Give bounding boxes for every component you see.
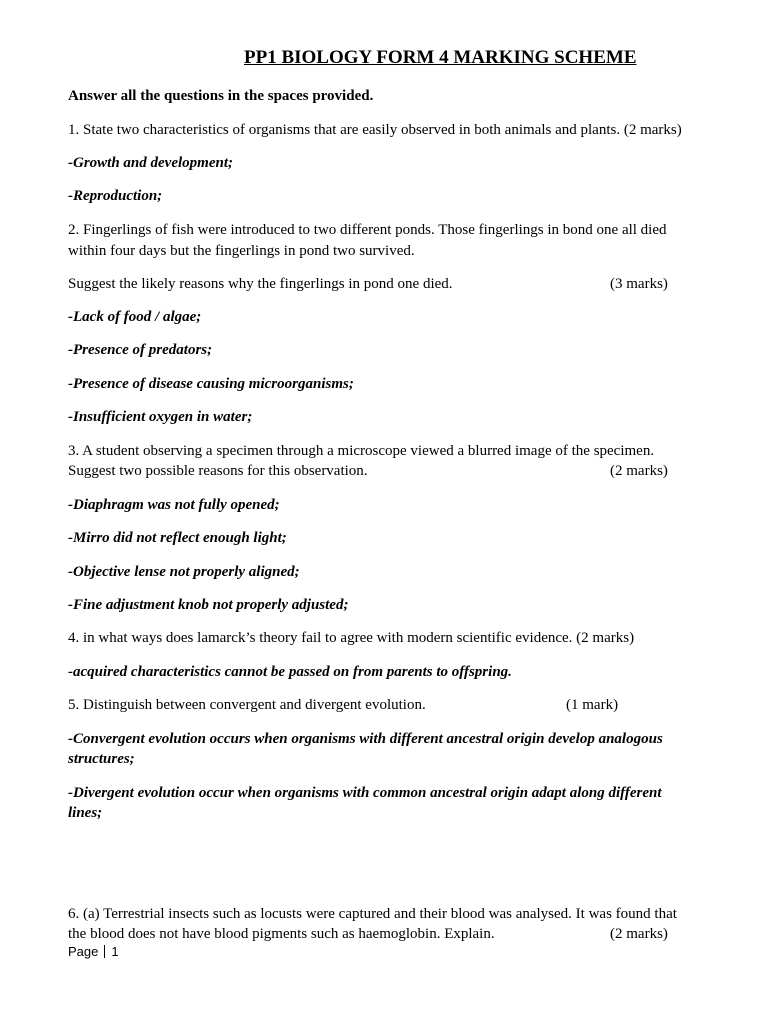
answer-3d: -Fine adjustment knob not properly adjusted; xyxy=(68,597,349,613)
answer-5a: -Convergent evolution occurs when organisms with different ancestral origin develop analogous structures; xyxy=(68,731,663,767)
answer-4: -acquired characteristics cannot be passed on from parents to offspring. xyxy=(68,664,512,680)
question-3-marks: (2 marks) xyxy=(610,463,668,479)
question-4-text: 4. in what ways does lamarck’s theory fail to agree with modern scientific evidence. (2 marks) xyxy=(68,630,635,646)
page-title: PP1 BIOLOGY FORM 4 MARKING SCHEME xyxy=(244,47,637,68)
answer-2a: -Lack of food / algae; xyxy=(68,309,202,325)
question-6-line-1: 6. (a) Terrestrial insects such as locusts were captured and their blood was analysed. It was found that xyxy=(68,906,677,922)
page-footer xyxy=(68,942,119,962)
question-2-line-1: 2. Fingerlings of fish were introduced to two different ponds. Those fingerlings in bond one all died xyxy=(68,222,667,238)
question-3-line-2: Suggest two possible reasons for this observation. xyxy=(68,463,368,479)
answer-3a: -Diaphragm was not fully opened; xyxy=(68,497,280,513)
footer-separator xyxy=(104,945,105,958)
question-5-text: 5. Distinguish between convergent and divergent evolution. xyxy=(68,697,426,713)
answer-1b: -Reproduction; xyxy=(68,188,163,204)
question-2-marks: (3 marks) xyxy=(610,276,668,292)
answer-5b: -Divergent evolution occur when organisms with common ancestral origin adapt along different lines; xyxy=(68,785,662,821)
page-label: Page xyxy=(68,944,99,959)
answer-2b: -Presence of predators; xyxy=(68,342,213,358)
answer-3b: -Mirro did not reflect enough light; xyxy=(68,530,287,546)
question-2-prompt: Suggest the likely reasons why the fingerlings in pond one died. xyxy=(68,276,453,292)
answer-2d: -Insufficient oxygen in water; xyxy=(68,409,253,425)
question-1-text: 1. State two characteristics of organisms that are easily observed in both animals and plants. (2 marks) xyxy=(68,122,682,138)
question-5-marks: (1 mark) xyxy=(566,697,619,713)
question-3-line-1: 3. A student observing a specimen through a microscope viewed a blurred image of the specimen. xyxy=(68,443,655,459)
question-2-line-2: within four days but the fingerlings in pond two survived. xyxy=(68,243,415,259)
question-6-line-2: the blood does not have blood pigments such as haemoglobin. Explain. xyxy=(68,926,495,942)
question-6-marks: (2 marks) xyxy=(610,926,668,942)
page-number: 1 xyxy=(111,944,119,959)
answer-2c: -Presence of disease causing microorganisms; xyxy=(68,376,354,392)
instruction-text: Answer all the questions in the spaces provided. xyxy=(68,88,374,104)
answer-1a: -Growth and development; xyxy=(68,155,233,171)
answer-3c: -Objective lense not properly aligned; xyxy=(68,564,300,580)
